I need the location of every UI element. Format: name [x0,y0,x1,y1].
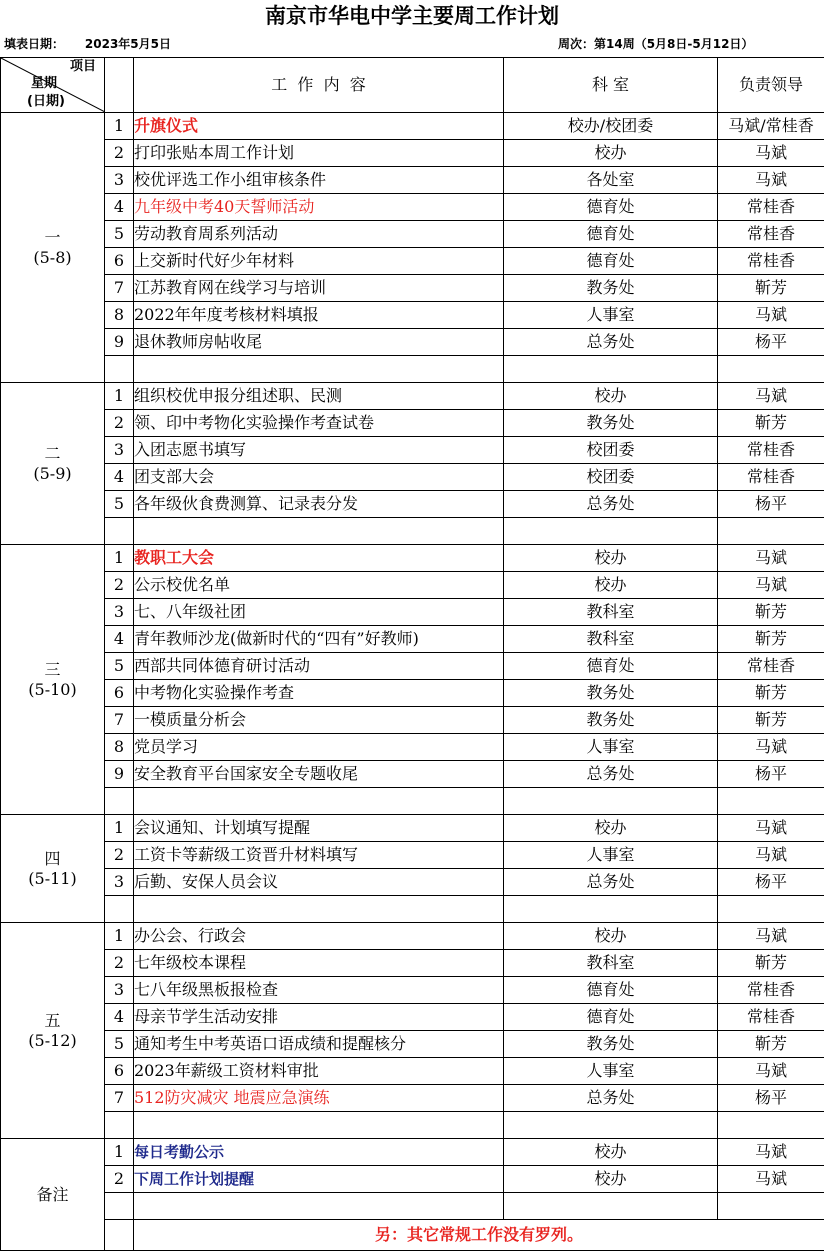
blank-row [1,518,824,545]
item-content [134,680,504,707]
item-text: 退休教师房帖收尾 [134,332,262,351]
blank-cell [718,896,824,923]
blank-row [1,1193,824,1220]
item-dept: 校办 [504,923,718,950]
item-text: 教职工大会 [134,548,214,567]
item-content [134,653,504,680]
table-row [1,194,824,221]
blank-row [1,896,824,923]
table-row [1,653,824,680]
table-row [1,599,824,626]
day-name: 一 [1,228,104,248]
item-leader: 常桂香 [718,1004,824,1031]
item-number: 4 [105,464,134,491]
item-dept: 德育处 [504,1004,718,1031]
item-content [134,194,504,221]
item-leader: 常桂香 [718,464,824,491]
table-row [1,626,824,653]
item-content [134,950,504,977]
day-name: 五 [1,1011,104,1031]
item-text: 七年级校本课程 [134,953,246,972]
item-number: 5 [105,221,134,248]
item-leader: 常桂香 [718,653,824,680]
corner-header-cell [1,58,105,113]
item-content [134,815,504,842]
item-content [134,572,504,599]
item-text: 升旗仪式 [134,116,198,135]
item-text: 西部共同体德育研讨活动 [134,656,310,675]
item-content [134,923,504,950]
item-content [134,410,504,437]
item-text: 领、印中考物化实验操作考查试卷 [134,413,374,432]
blank-cell [134,518,504,545]
item-content [134,869,504,896]
item-content [134,761,504,788]
item-dept: 德育处 [504,653,718,680]
item-dept: 德育处 [504,221,718,248]
item-dept: 校办 [504,572,718,599]
day-cell [1,815,105,923]
day-cell [1,923,105,1139]
day-date: (5-8) [1,248,104,268]
item-leader: 马斌 [718,1058,824,1085]
item-dept: 教科室 [504,599,718,626]
header-dept: 科 室 [504,58,718,113]
item-text: 上交新时代好少年材料 [134,251,294,270]
day-date: (5-11) [1,869,104,889]
table-row [1,869,824,896]
note-dept: 校办 [504,1139,718,1166]
blank-cell [134,896,504,923]
note-number: 1 [105,1139,134,1166]
item-number: 7 [105,707,134,734]
item-number: 2 [105,572,134,599]
item-text: 512防灾减灾 地震应急演练 [134,1088,330,1107]
item-dept: 校办 [504,383,718,410]
note-dept: 校办 [504,1166,718,1193]
table-row [1,464,824,491]
item-leader: 靳芳 [718,950,824,977]
item-dept: 教科室 [504,626,718,653]
blank-cell [105,1112,134,1139]
item-leader: 靳芳 [718,275,824,302]
item-dept: 总务处 [504,761,718,788]
fill-date-label: 填表日期： [4,37,64,51]
item-number: 1 [105,545,134,572]
item-content [134,167,504,194]
item-content [134,221,504,248]
item-leader: 马斌 [718,140,824,167]
blank-cell [105,518,134,545]
item-dept: 人事室 [504,1058,718,1085]
note-leader: 马斌 [718,1139,824,1166]
corner-label-date: (日期) [27,94,65,109]
day-cell [1,383,105,545]
item-content [134,842,504,869]
item-content [134,977,504,1004]
item-content [134,437,504,464]
item-content [134,383,504,410]
item-number: 4 [105,1004,134,1031]
item-text: 校优评选工作小组审核条件 [134,170,326,189]
item-leader: 马斌 [718,734,824,761]
item-text: 七、八年级社团 [134,602,246,621]
item-content [134,1004,504,1031]
notes-row [1,1166,824,1193]
page-title: 南京市华电中学主要周工作计划 [0,0,824,32]
item-leader: 常桂香 [718,248,824,275]
table-row [1,545,824,572]
day-cell [1,113,105,383]
item-leader: 靳芳 [718,680,824,707]
item-leader: 靳芳 [718,410,824,437]
item-dept: 人事室 [504,302,718,329]
item-number: 6 [105,248,134,275]
blank-cell [718,788,824,815]
item-number: 6 [105,1058,134,1085]
item-leader: 杨平 [718,869,824,896]
blank-cell [504,896,718,923]
blank-cell [718,1112,824,1139]
blank-cell [504,518,718,545]
table-row [1,275,824,302]
item-dept: 校办 [504,140,718,167]
item-text: 入团志愿书填写 [134,440,246,459]
item-number: 3 [105,869,134,896]
item-dept: 校办 [504,545,718,572]
item-content [134,734,504,761]
footer-note: 另：其它常规工作没有罗列。 [134,1220,824,1251]
table-row [1,140,824,167]
item-leader: 马斌/常桂香 [718,113,824,140]
item-content [134,329,504,356]
blank-cell [718,518,824,545]
item-content [134,248,504,275]
fill-date [4,34,171,54]
blank-row [1,1112,824,1139]
item-leader: 靳芳 [718,707,824,734]
item-number: 5 [105,1031,134,1058]
item-number: 7 [105,275,134,302]
item-number: 6 [105,680,134,707]
item-leader: 马斌 [718,923,824,950]
item-dept: 教务处 [504,707,718,734]
blank-cell [718,356,824,383]
blank-cell [504,1112,718,1139]
item-dept: 各处室 [504,167,718,194]
item-leader: 靳芳 [718,626,824,653]
table-row [1,410,824,437]
item-leader: 杨平 [718,761,824,788]
footer-row [1,1220,824,1251]
item-leader: 马斌 [718,383,824,410]
table-row [1,707,824,734]
table-row [1,977,824,1004]
table-row [1,437,824,464]
work-plan-table [0,57,824,1251]
table-row [1,923,824,950]
item-dept: 总务处 [504,329,718,356]
item-content [134,302,504,329]
item-text: 后勤、安保人员会议 [134,872,278,891]
item-leader: 常桂香 [718,221,824,248]
item-content [134,1031,504,1058]
item-leader: 杨平 [718,491,824,518]
item-number: 3 [105,167,134,194]
table-row [1,1085,824,1112]
item-text: 2023年薪级工资材料审批 [134,1061,319,1080]
item-dept: 总务处 [504,491,718,518]
item-dept: 总务处 [504,869,718,896]
item-number: 5 [105,491,134,518]
table-row [1,761,824,788]
item-leader: 马斌 [718,572,824,599]
blank-cell [504,788,718,815]
note-text: 下周工作计划提醒 [134,1170,254,1188]
item-dept: 德育处 [504,977,718,1004]
blank-row [1,356,824,383]
header-leader: 负责领导 [718,58,824,113]
item-number: 1 [105,923,134,950]
corner-label-item: 项目 [70,59,96,74]
notes-label-cell: 备注 [1,1139,105,1251]
item-dept: 人事室 [504,842,718,869]
item-content [134,464,504,491]
item-dept: 教科室 [504,950,718,977]
table-row [1,302,824,329]
blank-cell [105,788,134,815]
item-dept: 校团委 [504,437,718,464]
table-row [1,1004,824,1031]
table-row [1,815,824,842]
blank-cell [504,1193,718,1220]
table-row [1,572,824,599]
item-number: 2 [105,140,134,167]
item-leader: 常桂香 [718,437,824,464]
note-leader: 马斌 [718,1166,824,1193]
blank-cell [105,896,134,923]
item-text: 母亲节学生活动安排 [134,1007,278,1026]
blank-cell [134,788,504,815]
table-row [1,491,824,518]
item-text: 一模质量分析会 [134,710,246,729]
table-row [1,1058,824,1085]
item-leader: 常桂香 [718,977,824,1004]
item-dept: 德育处 [504,248,718,275]
blank-cell [105,1193,134,1220]
header-num-cell [105,58,134,113]
item-number: 9 [105,329,134,356]
item-number: 2 [105,842,134,869]
blank-cell [105,356,134,383]
week-info: 周次：第14周（5月8日-5月12日） [558,34,753,54]
item-text: 会议通知、计划填写提醒 [134,818,310,837]
item-text: 办公会、行政会 [134,926,246,945]
item-number: 3 [105,977,134,1004]
item-content [134,545,504,572]
item-text: 打印张贴本周工作计划 [134,143,294,162]
item-content [134,275,504,302]
item-number: 8 [105,734,134,761]
table-row [1,248,824,275]
notes-row [1,1139,824,1166]
note-content [134,1166,504,1193]
day-date: (5-9) [1,464,104,484]
fill-date-value: 2023年5月5日 [85,37,171,51]
item-text: 党员学习 [134,737,198,756]
table-row [1,329,824,356]
item-content [134,491,504,518]
table-row [1,1031,824,1058]
day-name: 四 [1,849,104,869]
table-row [1,680,824,707]
item-dept: 校团委 [504,464,718,491]
item-number: 3 [105,437,134,464]
day-date: (5-10) [1,680,104,700]
item-number: 1 [105,113,134,140]
item-number: 3 [105,599,134,626]
day-name: 二 [1,444,104,464]
blank-cell [504,356,718,383]
item-content [134,113,504,140]
blank-cell [134,1112,504,1139]
item-content [134,599,504,626]
table-row [1,221,824,248]
item-leader: 杨平 [718,329,824,356]
item-text: 公示校优名单 [134,575,230,594]
item-text: 工资卡等薪级工资晋升材料填写 [134,845,358,864]
item-content [134,1058,504,1085]
blank-cell [134,356,504,383]
item-text: 通知考生中考英语口语成绩和提醒核分 [134,1034,406,1053]
item-dept: 教务处 [504,680,718,707]
item-number: 1 [105,815,134,842]
note-number: 2 [105,1166,134,1193]
item-content [134,707,504,734]
item-number: 7 [105,1085,134,1112]
table-row [1,383,824,410]
blank-cell [134,1193,504,1220]
table-row [1,734,824,761]
table-row [1,167,824,194]
item-content [134,140,504,167]
item-text: 安全教育平台国家安全专题收尾 [134,764,358,783]
item-content [134,1085,504,1112]
note-text: 每日考勤公示 [134,1143,224,1161]
item-number: 1 [105,383,134,410]
item-leader: 马斌 [718,167,824,194]
item-dept: 德育处 [504,194,718,221]
item-leader: 马斌 [718,842,824,869]
item-leader: 马斌 [718,545,824,572]
item-leader: 马斌 [718,302,824,329]
item-number: 2 [105,410,134,437]
blank-row [1,788,824,815]
item-text: 劳动教育周系列活动 [134,224,278,243]
blank-cell [718,1193,824,1220]
item-text: 七八年级黑板报检查 [134,980,278,999]
item-text: 九年级中考40天誓师活动 [134,197,314,216]
item-text: 团支部大会 [134,467,214,486]
item-number: 4 [105,194,134,221]
table-header-row [1,58,824,113]
table-row [1,950,824,977]
item-number: 5 [105,653,134,680]
item-dept: 教务处 [504,275,718,302]
item-text: 2022年年度考核材料填报 [134,305,319,324]
day-date: (5-12) [1,1031,104,1051]
item-text: 各年级伙食费测算、记录表分发 [134,494,358,513]
item-dept: 人事室 [504,734,718,761]
item-leader: 常桂香 [718,194,824,221]
item-leader: 杨平 [718,1085,824,1112]
table-row [1,842,824,869]
header-content: 工 作 内 容 [134,58,504,113]
item-content [134,626,504,653]
footer-num-cell [105,1220,134,1251]
day-name: 三 [1,660,104,680]
item-number: 4 [105,626,134,653]
item-leader: 靳芳 [718,1031,824,1058]
item-dept: 教务处 [504,410,718,437]
item-number: 8 [105,302,134,329]
item-dept: 校办 [504,815,718,842]
corner-label-weekday: 星期 [31,76,57,91]
item-number: 9 [105,761,134,788]
item-text: 组织校优申报分组述职、民测 [134,386,342,405]
item-text: 江苏教育网在线学习与培训 [134,278,326,297]
item-number: 2 [105,950,134,977]
note-content [134,1139,504,1166]
item-leader: 靳芳 [718,599,824,626]
item-dept: 总务处 [504,1085,718,1112]
day-cell [1,545,105,815]
item-text: 青年教师沙龙(做新时代的“四有”好教师) [134,629,419,648]
table-row [1,113,824,140]
item-dept: 教务处 [504,1031,718,1058]
item-text: 中考物化实验操作考查 [134,683,294,702]
item-leader: 马斌 [718,815,824,842]
item-dept: 校办/校团委 [504,113,718,140]
